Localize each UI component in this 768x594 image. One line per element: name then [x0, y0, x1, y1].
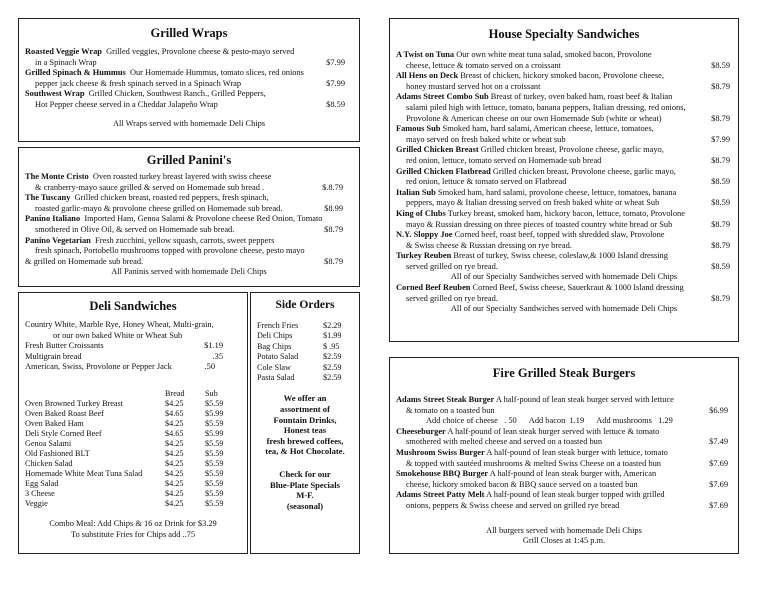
- drinks-line: Honest teas: [283, 425, 327, 436]
- fries-note: To substitute Fries for Chips add ..75: [70, 529, 196, 539]
- combo-note: Combo Meal: Add Chips & 16 oz Drink for $3.29: [49, 518, 217, 528]
- menu-item: [396, 283, 732, 304]
- item-desc: Breast of chicken, hickory smoked bacon, Provolone cheese,: [460, 71, 664, 81]
- row-name: 3 Cheese: [25, 488, 55, 498]
- item-name: Adams Street Patty Melt: [396, 490, 485, 500]
- table-row: [25, 489, 241, 499]
- item-name: Grilled Chicken Flatbread: [396, 166, 491, 176]
- house-title: House Specialty Sandwiches: [488, 27, 640, 41]
- bread-price: $4.65: [165, 408, 184, 418]
- menu-item: [396, 71, 732, 92]
- item-desc: cheese, hickory smoked bacon & BBQ sauce served on a toasted bun: [406, 479, 638, 489]
- row-name: Egg Salad: [25, 478, 59, 488]
- item-desc: & Swiss cheese & Russian dressing on rye bread.: [406, 240, 572, 250]
- item-price: $8.79: [708, 220, 730, 231]
- item-name: N.Y. Sloppy Joe: [396, 230, 453, 240]
- drinks-line: We offer an: [283, 393, 327, 404]
- item-name: Grilled Chicken Breast: [396, 145, 479, 155]
- drinks-line: tea, & Hot Chocolate.: [265, 446, 345, 457]
- item-desc: A half-pound of lean steak burger with, American: [489, 469, 657, 479]
- menu-item: The Monte Cristo Oven roasted turkey breast layered with swiss cheese & cranberry-mayo sauce grilled & served on Homemade sub bread . $.8.79: [25, 172, 343, 192]
- bread-price: $4.25: [165, 398, 184, 408]
- item-price: $8.79: [708, 294, 730, 305]
- sub-price: $5.99: [205, 408, 224, 418]
- item-desc: A half-pound of lean steak burger served with lettuce & tomato: [447, 426, 660, 436]
- item-price: $8.79: [708, 82, 730, 93]
- item-desc: served grilled on rye bread.: [406, 261, 498, 271]
- item-desc: Breast of turkey, oven baked ham, roast beef & Italian: [490, 92, 673, 102]
- bread-price: $4.65: [165, 428, 184, 438]
- menu-item: [396, 448, 732, 469]
- bread-price: $4.25: [165, 478, 184, 488]
- item-name: Adams Street Combo Sub: [396, 92, 489, 102]
- item-name: A Twist on Tuna: [396, 50, 455, 59]
- table-row: [25, 469, 241, 479]
- row-name: Deli Style Corned Beef: [25, 428, 102, 438]
- side-price: $2.59: [323, 352, 342, 362]
- row-name: Veggie: [25, 498, 48, 508]
- bread-price: $4.25: [165, 418, 184, 428]
- item-desc: honey mustard served hot on a croissant: [406, 81, 541, 91]
- menu-item: The Tuscany Grilled chicken breast, roasted red peppers, fresh spinach, roasted garlic-mayo & provolone cheese grilled on Homemade sub bread. $8.99: [25, 193, 343, 213]
- row-name: Oven Baked Roast Beef: [25, 408, 104, 418]
- sub-price: $5.59: [205, 398, 224, 408]
- item-name: All Hens on Deck: [396, 71, 459, 81]
- side-item: [257, 342, 353, 352]
- item-price: $8.59: [708, 177, 730, 188]
- item-desc: mayo & Russian dressing on three pieces of toasted country white bread or Sub: [406, 219, 673, 229]
- menu-item: [396, 167, 732, 188]
- item-desc: A half-pound of lean steak burger with lettuce, tomato: [486, 447, 668, 457]
- drinks-note: [257, 393, 353, 457]
- item-desc: Breast of turkey, Swiss cheese, coleslaw,& 1000 Island dressing: [453, 251, 668, 261]
- house-footer: All of our Specialty Sandwiches served with homemade Deli Chips: [450, 304, 678, 314]
- item-desc: Our own white meat tuna salad, smoked bacon, Provolone: [456, 50, 652, 59]
- menu-item: [396, 395, 732, 427]
- item-name: Cheeseburger: [396, 426, 446, 436]
- item-name: Mushroom Swiss Burger: [396, 447, 485, 457]
- side-item: [257, 352, 353, 362]
- bread-price: $4.25: [165, 498, 184, 508]
- item-desc: smothered with melted cheese and served on a toasted bun: [406, 437, 603, 447]
- item-price: $8.59: [708, 61, 730, 72]
- table-row: [25, 399, 241, 409]
- sub-price: $5.59: [205, 438, 224, 448]
- specials-line: M-F.: [296, 490, 314, 501]
- menu-item: [396, 209, 732, 230]
- extra-item: American, Swiss, Provolone or Pepper Jack .50: [25, 362, 215, 372]
- drinks-line: fresh brewed coffees,: [266, 435, 344, 446]
- sub-price: $5.59: [205, 498, 224, 508]
- grill-closes: Grill Closes at 1:45 p.m.: [522, 536, 606, 546]
- item-desc: & topped with sautéed mushrooms & melted Swiss Cheese on a toasted bun: [406, 458, 661, 468]
- item-desc: cheese, lettuce & tomato served on a croissant: [406, 60, 561, 70]
- item-name: Italian Sub: [396, 187, 436, 197]
- deli-table: [25, 399, 241, 509]
- side-name: Potato Salad: [257, 352, 299, 362]
- specials-line: Check for our: [279, 469, 331, 479]
- house-list: [396, 50, 732, 315]
- menu-item: [396, 490, 732, 511]
- side-name: Deli Chips: [257, 331, 293, 341]
- menu-item: Southwest Wrap Grilled Chicken, Southwest Ranch., Grilled Peppers, Hot Pepper cheese served in a Cheddar Jalapeño Wrap $8.59: [25, 89, 345, 109]
- table-row: [25, 439, 241, 449]
- bread-price: $4.25: [165, 488, 184, 498]
- row-name: Oven Baked Ham: [25, 418, 84, 428]
- item-desc: Turkey breast, smoked ham, hickory bacon, lettuce, tomato, Provolone: [447, 208, 685, 218]
- wraps-section: [18, 18, 360, 142]
- item-desc: Smoked ham, hard salami, American cheese, lettuce, tomatoes,: [442, 124, 654, 134]
- sub-price: $5.59: [205, 458, 224, 468]
- menu-item: [396, 145, 732, 166]
- item-price: $7.69: [709, 458, 728, 468]
- table-row: [25, 459, 241, 469]
- item-desc: Grilled chicken breast, Provolone cheese, garlic mayo,: [480, 145, 664, 155]
- sub-price: $5.59: [205, 418, 224, 428]
- sides-title: Side Orders: [275, 299, 335, 311]
- deli-title: Deli Sandwiches: [89, 299, 177, 313]
- sides-list: [257, 321, 353, 383]
- menu-item: Roasted Veggie Wrap Grilled veggies, Provolone cheese & pesto-mayo served in a Spinach Wrap $7.99: [25, 47, 345, 67]
- drinks-line: assortment of: [280, 404, 330, 415]
- item-price: $8.79: [708, 114, 730, 125]
- table-row: [25, 449, 241, 459]
- wraps-footer: All Wraps served with homemade Deli Chips: [112, 118, 266, 128]
- specials-note: [257, 469, 353, 511]
- item-name: Turkey Reuben: [396, 251, 452, 261]
- sides-section: [250, 292, 360, 554]
- table-row: [25, 479, 241, 489]
- side-item: [257, 363, 353, 373]
- item-desc: & tomato on a toasted bun: [406, 405, 495, 415]
- side-name: Cole Slaw: [257, 362, 291, 372]
- side-item: [257, 321, 353, 331]
- table-row: [25, 499, 241, 509]
- bread-choices-2: or our own baked White or Wheat Sub: [53, 330, 183, 340]
- item-desc: red onion, lettuce & tomato served on Flatbread: [406, 177, 567, 187]
- side-item: [257, 331, 353, 341]
- item-desc: onions, peppers & Swiss cheese and served on grilled rye bread: [406, 500, 620, 510]
- side-name: Bag Chips: [257, 341, 292, 351]
- side-price: $1.99: [323, 331, 342, 341]
- sub-price: $5.59: [205, 468, 224, 478]
- item-price: $8.79: [708, 241, 730, 252]
- bread-price: $4.25: [165, 468, 184, 478]
- extra-item: Fresh Butter Croissants $1.19: [25, 341, 223, 351]
- sub-price: $5.59: [205, 488, 224, 498]
- row-name: Homemade White Meat Tuna Salad: [25, 468, 143, 478]
- burgers-title: Fire Grilled Steak Burgers: [492, 366, 636, 380]
- item-price: $7.99: [708, 135, 730, 146]
- bread-price: $4.25: [165, 438, 184, 448]
- item-price: $7.69: [709, 500, 728, 510]
- side-price: $ .95: [323, 341, 340, 351]
- table-row: [25, 409, 241, 419]
- side-price: $2.29: [323, 321, 342, 330]
- side-name: French Fries: [257, 321, 299, 330]
- menu-item: [396, 427, 732, 448]
- menu-item: [396, 92, 732, 124]
- house-footer: All of our Specialty Sandwiches served with homemade Deli Chips: [450, 272, 678, 282]
- bread-choices: Country White, Marble Rye, Honey Wheat, Multi-grain,: [25, 320, 214, 329]
- row-name: Chicken Salad: [25, 458, 73, 468]
- item-desc: A half-pound of lean steak burger topped with grilled: [486, 490, 665, 500]
- table-row: [25, 419, 241, 429]
- menu-item: [396, 251, 732, 272]
- bread-price: $4.25: [165, 448, 184, 458]
- item-name: Smokehouse BBQ Burger: [396, 469, 489, 479]
- item-desc: red onion, lettuce, tomato served on Homemade sub bread: [406, 155, 602, 165]
- wraps-title: Grilled Wraps: [150, 26, 228, 40]
- item-price: $7.69: [709, 479, 728, 489]
- item-desc: salami piled high with lettuce, tomato, banana peppers, Italian dressing, red onions,: [406, 102, 686, 112]
- side-name: Pasta Salad: [257, 373, 295, 383]
- item-desc: Grilled chicken breast, Provolone cheese, garlic mayo,: [492, 166, 676, 176]
- table-row: [25, 429, 241, 439]
- side-item: [257, 373, 353, 383]
- item-desc: A half-pound of lean steak burger served with lettuce: [495, 395, 674, 404]
- item-desc: Corned Beef, Swiss cheese, Sauerkraut & 1000 Island dressing: [472, 283, 684, 293]
- menu-item: [396, 50, 732, 71]
- item-desc: Smoked ham, hard salami, provolone cheese, lettuce, tomatoes, banana: [437, 187, 677, 197]
- burgers-section: [389, 357, 739, 554]
- item-price: $8.59: [708, 262, 730, 273]
- item-desc: peppers, mayo & Italian dressing served on fresh baked white or wheat Sub: [406, 198, 660, 208]
- menu-item: [396, 124, 732, 145]
- paninis-title: Grilled Panini's: [146, 153, 232, 167]
- sub-price: $5.59: [205, 448, 224, 458]
- bread-price: $4.25: [165, 458, 184, 468]
- side-price: $2.59: [323, 362, 342, 372]
- item-desc: Corned beef, roast beef, topped with shredded slaw, Provolone: [454, 230, 665, 240]
- item-desc: mayo served on fresh baked white or wheat sub: [406, 134, 566, 144]
- menu-item: [396, 469, 732, 490]
- specials-line: Blue-Plate Specials: [270, 479, 340, 490]
- item-desc: served grilled on rye bread.: [406, 293, 498, 303]
- house-section: [389, 18, 739, 342]
- row-name: Old Fashioned BLT: [25, 448, 90, 458]
- row-name: Oven Browned Turkey Breast: [25, 398, 124, 408]
- sub-price: $5.99: [205, 428, 224, 438]
- burgers-footer: All burgers served with homemade Deli Chips: [486, 525, 642, 535]
- item-price: $8.79: [708, 156, 730, 167]
- extra-item: Multigrain bread .35: [25, 351, 223, 361]
- side-price: $2.59: [323, 373, 342, 383]
- item-name: Adams Street Steak Burger: [396, 395, 495, 404]
- menu-item: [396, 230, 732, 251]
- burgers-list: [396, 395, 732, 512]
- paninis-footer: All Paninis served with homemade Deli Chips: [111, 267, 267, 277]
- menu-item: Panino Vegetarian Fresh zucchini, yellow squash, carrots, sweet peppers fresh spinach, Portobello mushrooms topped with provolone cheese, pesto mayo & grilled on Homemade sub bread. $8.79: [25, 235, 343, 266]
- specials-line: (seasonal): [286, 500, 324, 511]
- item-price: $8.59: [708, 198, 730, 209]
- table-header: Bread Sub: [165, 388, 218, 398]
- deli-section: [18, 292, 248, 554]
- item-name: Famous Sub: [396, 124, 441, 134]
- drinks-line: Fountain Drinks,: [273, 414, 337, 425]
- row-name: Genoa Salami: [25, 438, 72, 448]
- menu-item: Panino Italiano Imported Ham, Genoa Salami & Provolone cheese Red Onion, Tomato smothered in Olive Oil, & served on Homemade sub bread. $8.79: [25, 214, 343, 234]
- item-name: Corned Beef Reuben: [396, 283, 471, 293]
- menu-item: [396, 188, 732, 209]
- burger-addons: Add choice of cheese . 50 Add bacon 1.19 Add mushrooms 1.29: [426, 416, 673, 426]
- sub-price: $5.59: [205, 478, 224, 488]
- item-name: King of Clubs: [396, 208, 446, 218]
- item-price: $7.49: [709, 437, 728, 447]
- menu-item: Grilled Spinach & Hummus Our Homemade Hummus, tomato slices, red onions pepper jack cheese & fresh spinach served in a Spinach Wrap $7.99: [25, 68, 345, 88]
- paninis-section: [18, 147, 360, 287]
- item-price: $6.99: [709, 405, 728, 415]
- item-desc: Provolone & American cheese on our own Homemade Sub (white or wheat): [406, 113, 662, 123]
